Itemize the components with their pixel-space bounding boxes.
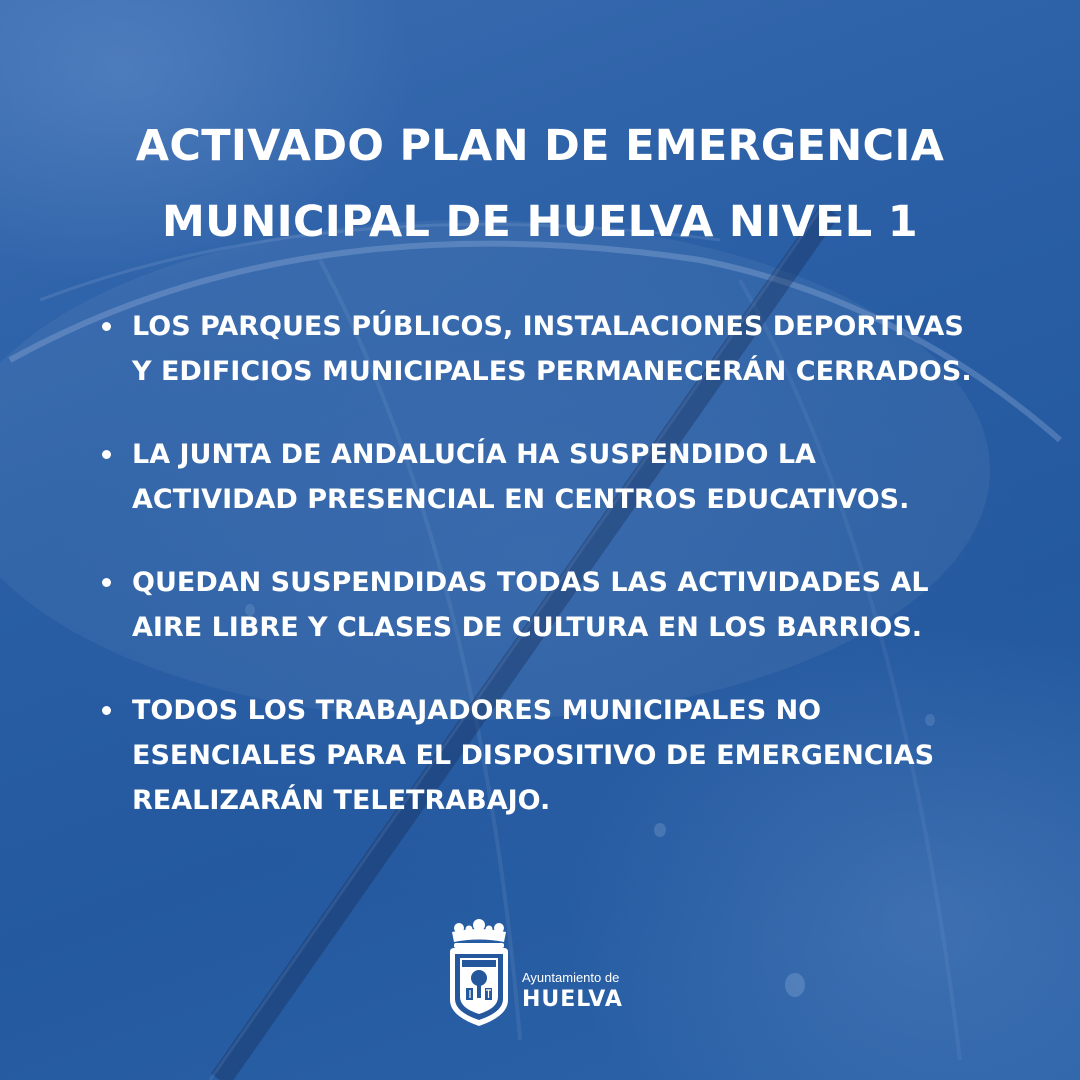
list-item-line: LOS PARQUES PÚBLICOS, INSTALACIONES DEPORTIVAS xyxy=(132,311,964,342)
bullet-icon xyxy=(102,578,111,587)
list-item-line: REALIZARÁN TELETRABAJO. xyxy=(132,785,551,816)
list-item-line: ESENCIALES PARA EL DISPOSITIVO DE EMERGENCIAS xyxy=(132,740,935,771)
list-item xyxy=(100,432,1030,522)
title-line-1: ACTIVADO PLAN DE EMERGENCIA xyxy=(135,121,945,171)
title-line-2: MUNICIPAL DE HUELVA NIVEL 1 xyxy=(162,197,918,247)
bullet-icon xyxy=(102,450,111,459)
list-item xyxy=(100,560,1030,650)
list-item-line: Y EDIFICIOS MUNICIPALES PERMANECERÁN CERRADOS. xyxy=(132,356,972,387)
logo-name: HUELVA xyxy=(522,987,623,1012)
list-item-line: AIRE LIBRE Y CLASES DE CULTURA EN LOS BARRIOS. xyxy=(132,612,923,643)
logo-subtitle: Ayuntamiento de xyxy=(522,970,620,985)
list-item-line: LA JUNTA DE ANDALUCÍA HA SUSPENDIDO LA xyxy=(132,439,816,470)
city-crest-icon xyxy=(446,918,512,1028)
bullet-icon xyxy=(102,322,111,331)
list-item xyxy=(100,688,1030,823)
announcement-list xyxy=(100,304,1030,861)
page-title xyxy=(60,108,1020,260)
list-item-line: ACTIVIDAD PRESENCIAL EN CENTROS EDUCATIVOS. xyxy=(132,484,910,515)
ayuntamiento-logo xyxy=(446,918,641,1028)
list-item-line: QUEDAN SUSPENDIDAS TODAS LAS ACTIVIDADES AL xyxy=(132,567,929,598)
bullet-icon xyxy=(102,706,111,715)
logo-text xyxy=(522,970,623,1014)
list-item-line: TODOS LOS TRABAJADORES MUNICIPALES NO xyxy=(132,695,822,726)
list-item xyxy=(100,304,1030,394)
